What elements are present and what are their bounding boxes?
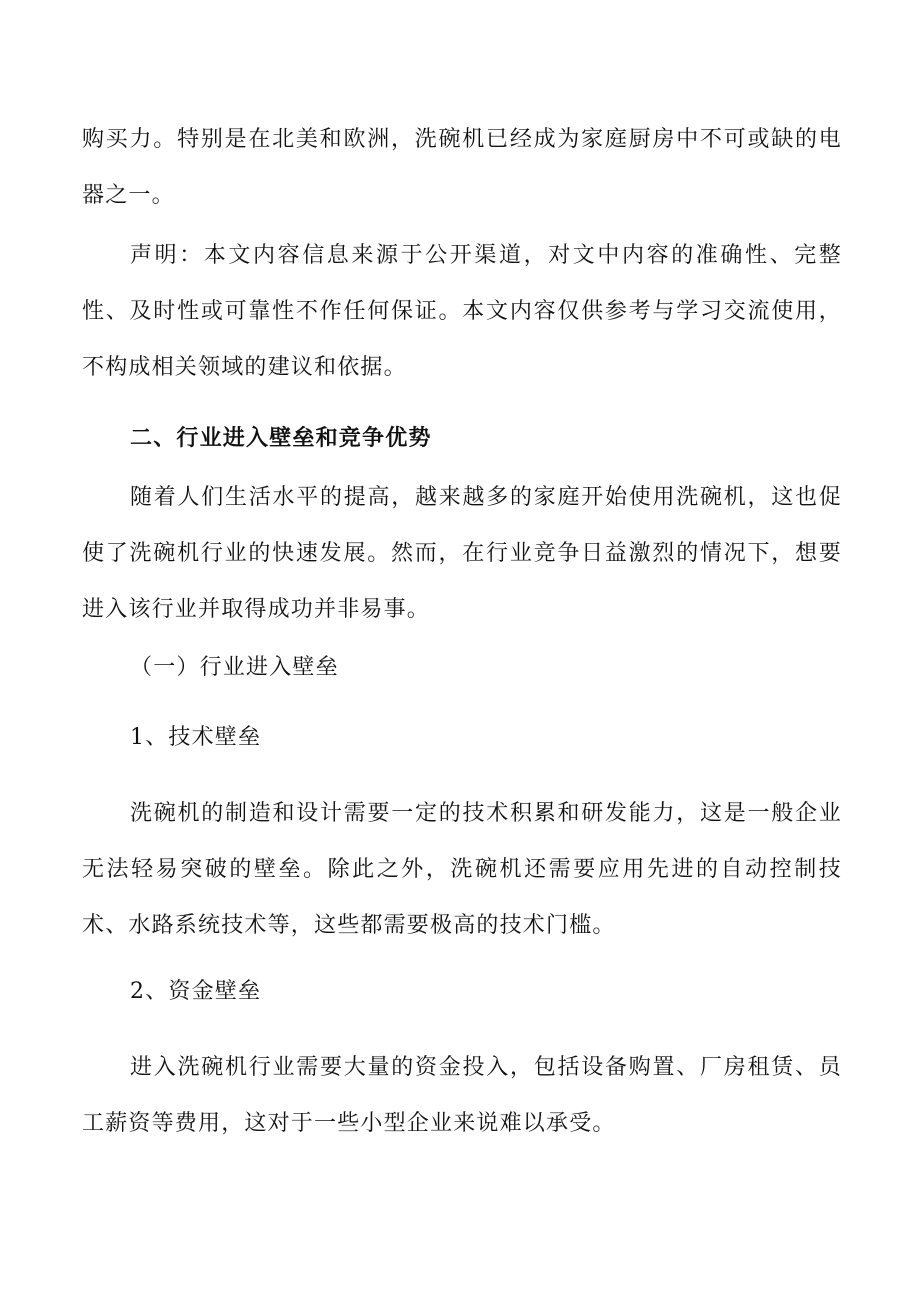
paragraph-capital-barrier: 进入洗碗机行业需要大量的资金投入，包括设备购置、厂房租赁、员工薪资等费用，这对于一些小型企业来说难以承受。 <box>82 1055 842 1136</box>
item-heading-capital-barrier: 2、资金壁垒 <box>130 979 262 1004</box>
paragraph-disclaimer: 声明：本文内容信息来源于公开渠道，对文中内容的准确性、完整性、及时性或可靠性不作任何保证。本文内容仅供参考与学习交流使用，不构成相关领域的建议和依据。 <box>82 243 842 380</box>
paragraph-industry-intro: 随着人们生活水平的提高，越来越多的家庭开始使用洗碗机，这也促使了洗碗机行业的快速发展。然而，在行业竞争日益激烈的情况下，想要进入该行业并取得成功并非易事。 <box>82 485 842 622</box>
item-heading-technical-barrier: 1、技术壁垒 <box>130 725 262 750</box>
section-heading-barriers-and-advantages: 二、行业进入壁垒和竞争优势 <box>130 425 432 451</box>
subsection-heading-entry-barriers: （一）行业进入壁垒 <box>130 655 339 680</box>
paragraph-continuation: 购买力。特别是在北美和欧洲，洗碗机已经成为家庭厨房中不可或缺的电器之一。 <box>82 127 842 208</box>
paragraph-technical-barrier: 洗碗机的制造和设计需要一定的技术积累和研发能力，这是一般企业无法轻易突破的壁垒。除此之外，洗碗机还需要应用先进的自动控制技术、水路系统技术等，这些都需要极高的技术门槛。 <box>82 801 842 938</box>
